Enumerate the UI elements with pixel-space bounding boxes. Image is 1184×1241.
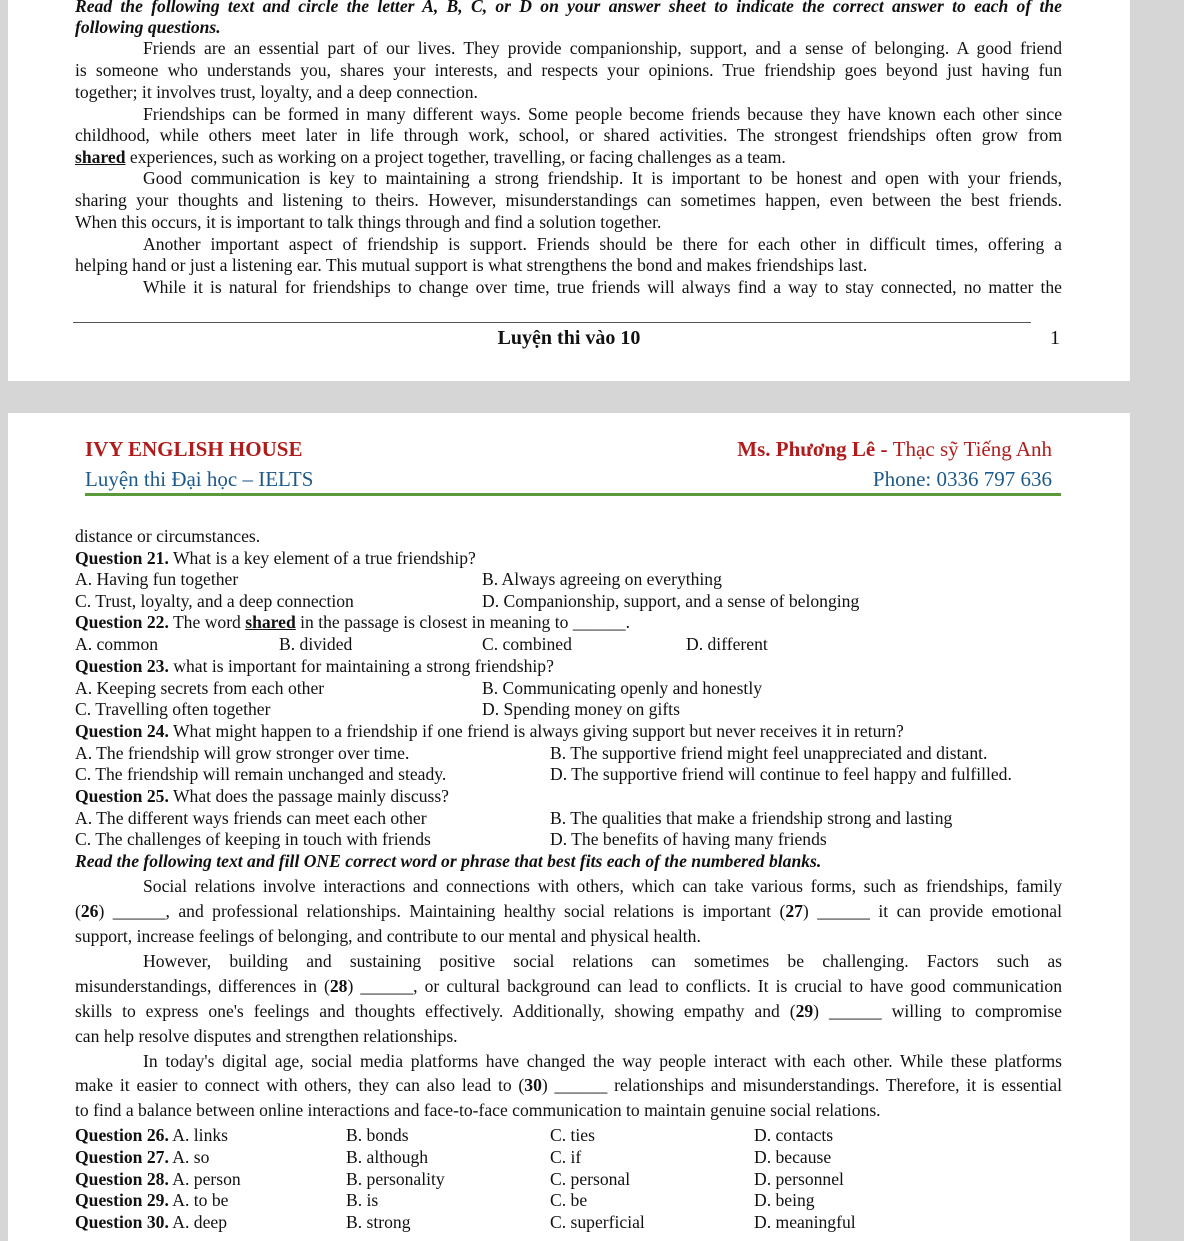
option-c[interactable]: C. The challenges of keeping in touch with friends <box>75 829 431 849</box>
option-a[interactable]: A. to be <box>168 1190 229 1210</box>
option-b[interactable]: B. is <box>346 1190 379 1210</box>
footer-title: Luyện thi vào 10 <box>497 327 641 349</box>
school-subtitle: Luyện thi Đại học – IELTS <box>85 467 314 491</box>
option-d[interactable]: D. contacts <box>754 1125 834 1145</box>
blank-26: 26 <box>80 901 99 921</box>
passage-line: Another important aspect of friendship is support. Friends should be there for each other in difficult times, offering a <box>143 234 1062 254</box>
option-a[interactable]: A. common <box>75 634 159 654</box>
option-b[interactable]: B. The qualities that make a friendship strong and lasting <box>550 808 953 828</box>
blank-27: 27 <box>785 901 803 921</box>
blank-29: 29 <box>795 1001 814 1021</box>
passage-line: childhood, while others meet later in life through work, school, or shared activities. The strongest friendships often grow from <box>75 125 1062 145</box>
option-b[interactable]: B. although <box>346 1147 429 1167</box>
option-c[interactable]: C. combined <box>482 634 572 654</box>
option-d[interactable]: D. The benefits of having many friends <box>550 829 827 849</box>
teacher-title: Thạc sỹ Tiếng Anh <box>892 437 1052 461</box>
passage-line: Friendships can be formed in many different ways. Some people become friends because they have known each other since <box>143 104 1062 124</box>
cloze-line: Social relations involve interactions and connections with others, which can take various forms, such as friendships, family <box>143 876 1062 896</box>
underlined-word-shared: shared <box>75 147 126 167</box>
option-d[interactable]: D. Companionship, support, and a sense of belonging <box>482 591 860 611</box>
passage-line: helping hand or just a listening ear. This mutual support is what strengthens the bond and makes friendships last. <box>75 255 868 275</box>
page-2: IVY ENGLISH HOUSE Luyện thi Đại học – IELTS Ms. Phương Lê - Thạc sỹ Tiếng Anh Phone: 0336 797 636 distance or circumstances. Question 21. What is a key element of a true friendship? A. Having fun together B. Always agreeing on everything C. Trust, loyalty, and a deep connection D. Companionship, support, and a sense of belonging Question 22. The word shared in the passage is closest in meaning to ______. A. common B. divided C. combined D. different Question 23. what is important for maintaining a strong friendship? A. Keeping secrets from each other B. Communicating openly and honestly C. Travelling often together D. Spending money on gifts Question 24. What might happen to a friendship if one friend is always giving support but never receives it in return? A. The friendship will grow stronger over time. B. The supportive friend might feel unappreciated and distant. C. The friendship will remain unchanged and steady. D. The supportive friend will continue to feel happy and fulfilled. Question 25. What does the passage mainly discuss? A. The different ways friends can meet each other B. The qualities that make a friendship strong and lasting C. The challenges of keeping in touch with friends D. The benefits of having many friends Read the following text and fill ONE correct word or phrase that best fits each of the numbered blanks. Social relations involve interactions and connections with others, which can take various forms, such as friendships, family (26) ______, and professional relationships. Maintaining healthy social relations is important (27) ______ it can provide emotional support, increase feelings of belonging, and contribute to our mental and physical health. However, building and sustaining positive social relations can sometimes be challenging. Factors such as misunderstandings, differences in (28) ______, or cultural background can lead to conflicts. It is crucial to have good communication skills to express one's feelings and thoughts effectively. Additionally, showing empathy and (29) ______ willing to compromise can help resolve disputes and strengthen relationships. In today's digital age, social media platforms have changed the way people interact with each other. While these platforms make it easier to connect with others, they can also lead to (30) ______ relationships and misunderstandings. Therefore, it is essential to find a balance between online interactions and face-to-face communication to maintain genuine social relations. Question 26. A. links B. bonds C. ties D. contacts Question 27. A. so B. although C. if D. because Question 28. A. person B. personality C. personal D. personnel Question 29. A. to be B. is C. be D. being Question 30. A. deep B. strong C. superficial D. meaningful <box>8 413 1130 1241</box>
option-a[interactable]: A. deep <box>168 1212 228 1232</box>
underlined-word-shared: shared <box>245 612 296 632</box>
option-b[interactable]: B. Communicating openly and honestly <box>482 678 763 698</box>
instruction-line-2: following questions. <box>75 17 221 37</box>
option-b[interactable]: B. personality <box>346 1169 445 1189</box>
cloze-line: skills to express one's feelings and thoughts effectively. Additionally, showing empathy and (29) ______ willing to compromise <box>75 1001 1062 1021</box>
page-number: 1 <box>1050 327 1060 349</box>
option-d[interactable]: D. being <box>754 1190 815 1210</box>
option-a[interactable]: A. Keeping secrets from each other <box>75 678 325 698</box>
option-a[interactable]: A. links <box>168 1125 229 1145</box>
option-a[interactable]: A. Having fun together <box>75 569 239 589</box>
option-b[interactable]: B. Always agreeing on everything <box>482 569 722 589</box>
passage-line: together; it involves trust, loyalty, and a deep connection. <box>75 82 478 102</box>
cloze-line: can help resolve disputes and strengthen relationships. <box>75 1026 458 1046</box>
passage-line: Friends are an essential part of our lives. They provide companionship, support, and a sense of belonging. A good friend <box>143 38 1062 58</box>
option-c[interactable]: C. The friendship will remain unchanged and steady. <box>75 764 447 784</box>
instruction-line-1: Read the following text and circle the letter A, B, C, or D on your answer sheet to indicate the correct answer to each of the <box>75 0 1062 16</box>
blank-30: 30 <box>524 1075 542 1095</box>
cloze-line: support, increase feelings of belonging, and contribute to our mental and physical health. <box>75 926 701 946</box>
question-22: Question 22. The word shared in the passage is closest in meaning to ______. <box>75 612 630 632</box>
cloze-line: misunderstandings, differences in (28) ______, or cultural background can lead to conflicts. It is crucial to have good communication <box>75 976 1062 996</box>
option-d[interactable]: D. meaningful <box>754 1212 856 1232</box>
passage-line: When this occurs, it is important to talk things through and find a solution together. <box>75 212 662 232</box>
cloze-line: make it easier to connect with others, they can also lead to (30) ______ relationships and misunderstandings. Therefore, it is essential <box>75 1075 1062 1095</box>
section-2-instruction: Read the following text and fill ONE correct word or phrase that best fits each of the numbered blanks. <box>75 851 822 871</box>
passage-line: shared experiences, such as working on a project together, travelling, or facing challenges as a team. <box>75 147 786 167</box>
question-25: Question 25. What does the passage mainly discuss? <box>75 786 449 806</box>
passage-line: While it is natural for friendships to change over time, true friends will always find a way to stay connected, no matter the <box>143 277 1062 297</box>
phone-number: Phone: 0336 797 636 <box>872 467 1052 491</box>
option-c[interactable]: C. personal <box>550 1169 631 1189</box>
option-d[interactable]: D. different <box>686 634 768 654</box>
cloze-line: In today's digital age, social media platforms have changed the way people interact with each other. While these platforms <box>143 1051 1062 1071</box>
option-c[interactable]: C. Travelling often together <box>75 699 271 719</box>
option-c[interactable]: C. ties <box>550 1125 595 1145</box>
page-1 <box>8 0 1130 381</box>
option-b[interactable]: B. divided <box>279 634 353 654</box>
option-a[interactable]: A. person <box>168 1169 241 1189</box>
option-a[interactable]: A. The different ways friends can meet each other <box>75 808 427 828</box>
option-c[interactable]: C. if <box>550 1147 582 1167</box>
option-c[interactable]: C. superficial <box>550 1212 645 1232</box>
header-divider <box>85 493 1061 496</box>
option-b[interactable]: B. bonds <box>346 1125 409 1145</box>
question-21: Question 21. What is a key element of a true friendship? <box>75 548 476 568</box>
question-23: Question 23. what is important for maintaining a strong friendship? <box>75 656 554 676</box>
option-b[interactable]: B. The supportive friend might feel unappreciated and distant. <box>550 743 988 763</box>
question-24: Question 24. What might happen to a friendship if one friend is always giving support but never receives it in return? <box>75 721 904 741</box>
option-d[interactable]: D. personnel <box>754 1169 844 1189</box>
passage-line: sharing your thoughts and listening to theirs. However, misunderstandings can sometimes happen, even between the best friends. <box>75 190 1062 210</box>
teacher-info <box>737 437 1052 462</box>
option-c[interactable]: C. be <box>550 1190 588 1210</box>
option-a[interactable]: A. so <box>168 1147 210 1167</box>
continuation-line: distance or circumstances. <box>75 526 261 546</box>
option-d[interactable]: D. because <box>754 1147 832 1167</box>
passage-line: is someone who understands you, shares your interests, and respects your opinions. True friendship goes beyond just having fun <box>75 60 1062 80</box>
school-name: IVY ENGLISH HOUSE <box>85 437 303 461</box>
cloze-line: However, building and sustaining positive social relations can sometimes be challenging. Factors such as <box>143 951 1062 971</box>
option-b[interactable]: B. strong <box>346 1212 411 1232</box>
option-a[interactable]: A. The friendship will grow stronger over time. <box>75 743 410 763</box>
teacher-name: Ms. Phương Lê - <box>737 437 893 461</box>
footer-divider <box>73 322 1031 323</box>
option-c[interactable]: C. Trust, loyalty, and a deep connection <box>75 591 354 611</box>
cloze-line: to find a balance between online interactions and face-to-face communication to maintain genuine social relations. <box>75 1100 881 1120</box>
option-d[interactable]: D. Spending money on gifts <box>482 699 680 719</box>
blank-28: 28 <box>329 976 348 996</box>
cloze-line: (26) ______, and professional relationships. Maintaining healthy social relations is important (27) ______ it can provide emotional <box>75 901 1062 921</box>
passage-line: Good communication is key to maintaining a strong friendship. It is important to be honest and open with your friends, <box>143 168 1062 188</box>
option-d[interactable]: D. The supportive friend will continue to feel happy and fulfilled. <box>550 764 1012 784</box>
